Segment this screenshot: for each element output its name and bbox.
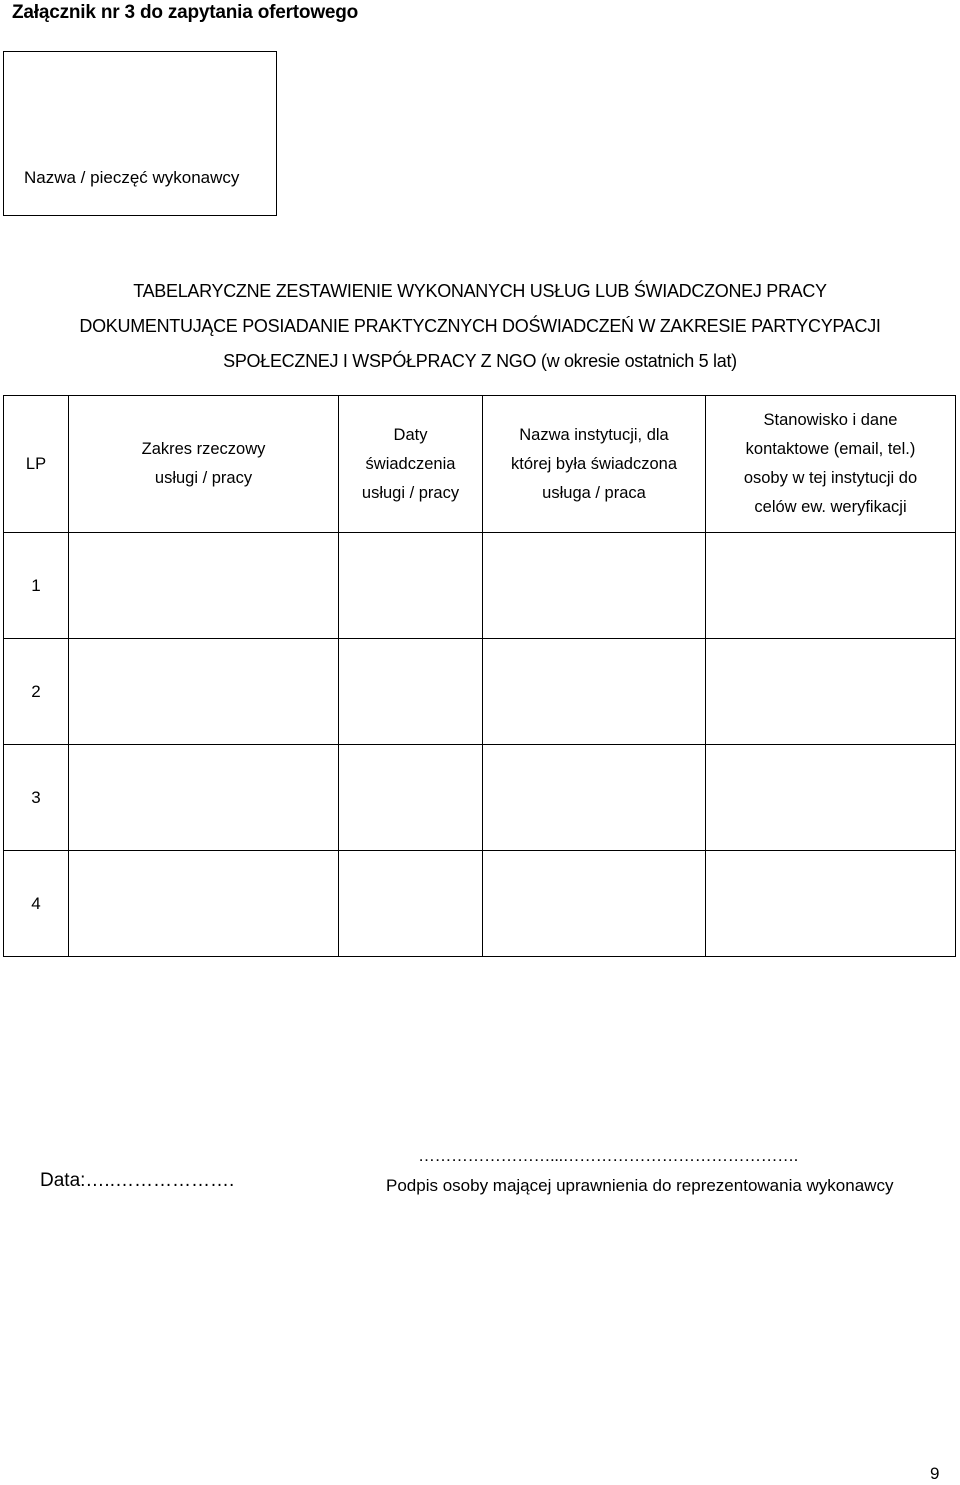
contractor-stamp-box xyxy=(3,51,277,216)
row-number: 2 xyxy=(4,639,69,745)
column-header-lp xyxy=(4,396,69,533)
row-number: 1 xyxy=(4,533,69,639)
date-field[interactable]: Data:…..………………. xyxy=(40,1170,235,1191)
contact-cell[interactable] xyxy=(706,851,956,957)
heading-line-2: DOKUMENTUJĄCE POSIADANIE PRAKTYCZNYCH DOŚWIADCZEŃ W ZAKRESIE PARTYCYPACJI xyxy=(79,316,881,336)
dates-cell[interactable] xyxy=(339,533,483,639)
column-header-institution xyxy=(483,396,706,533)
institution-cell[interactable] xyxy=(483,745,706,851)
contractor-stamp-label: Nazwa / pieczęć wykonawcy xyxy=(24,168,240,187)
header-line: usługi / pracy xyxy=(154,469,253,487)
header-line: świadczenia xyxy=(365,454,456,473)
signature-caption: Podpis osoby mającej uprawnienia do reprezentowania wykonawcy xyxy=(386,1176,894,1195)
scope-cell[interactable] xyxy=(69,533,339,639)
dates-cell[interactable] xyxy=(339,745,483,851)
institution-cell[interactable] xyxy=(483,533,706,639)
header-line: usługa / praca xyxy=(542,483,646,502)
header-line: celów ew. weryfikacji xyxy=(754,498,907,516)
signature-line[interactable]: ……………………...……………………………………. xyxy=(418,1146,798,1165)
dates-cell[interactable] xyxy=(339,639,483,745)
column-header-contact xyxy=(706,396,956,533)
scope-cell[interactable] xyxy=(69,745,339,851)
header-line: osoby w tej instytucji do xyxy=(743,469,918,487)
contact-cell[interactable] xyxy=(706,639,956,745)
table-header-row xyxy=(4,396,956,533)
column-header-scope xyxy=(69,396,339,533)
header-line: której była świadczona xyxy=(511,454,677,473)
table-row xyxy=(4,639,956,745)
scope-cell[interactable] xyxy=(69,639,339,745)
dates-cell[interactable] xyxy=(339,851,483,957)
annex-title: Załącznik nr 3 do zapytania ofertowego xyxy=(12,2,359,23)
header-line: Daty xyxy=(393,425,428,444)
header-line: Zakres rzeczowy xyxy=(141,440,266,458)
table-row xyxy=(4,851,956,957)
institution-cell[interactable] xyxy=(483,851,706,957)
table-row xyxy=(4,533,956,639)
header-line: LP xyxy=(25,454,47,473)
row-number: 4 xyxy=(4,851,69,957)
heading-line-3: SPOŁECZNEJ I WSPÓŁPRACY Z NGO (w okresie ostatnich 5 lat) xyxy=(223,351,737,371)
row-number: 3 xyxy=(4,745,69,851)
column-header-dates xyxy=(339,396,483,533)
header-line: kontaktowe (email, tel.) xyxy=(745,440,916,458)
contact-cell[interactable] xyxy=(706,533,956,639)
scope-cell[interactable] xyxy=(69,851,339,957)
document-heading xyxy=(0,274,960,379)
contact-cell[interactable] xyxy=(706,745,956,851)
heading-line-1: TABELARYCZNE ZESTAWIENIE WYKONANYCH USŁUG LUB ŚWIADCZONEJ PRACY xyxy=(133,281,827,301)
institution-cell[interactable] xyxy=(483,639,706,745)
table-row xyxy=(4,745,956,851)
header-line: usługi / pracy xyxy=(361,483,460,502)
header-line: Nazwa instytucji, dla xyxy=(519,425,669,444)
page-number: 9 xyxy=(930,1464,940,1483)
services-table xyxy=(3,395,956,957)
header-line: Stanowisko i dane xyxy=(763,411,898,429)
